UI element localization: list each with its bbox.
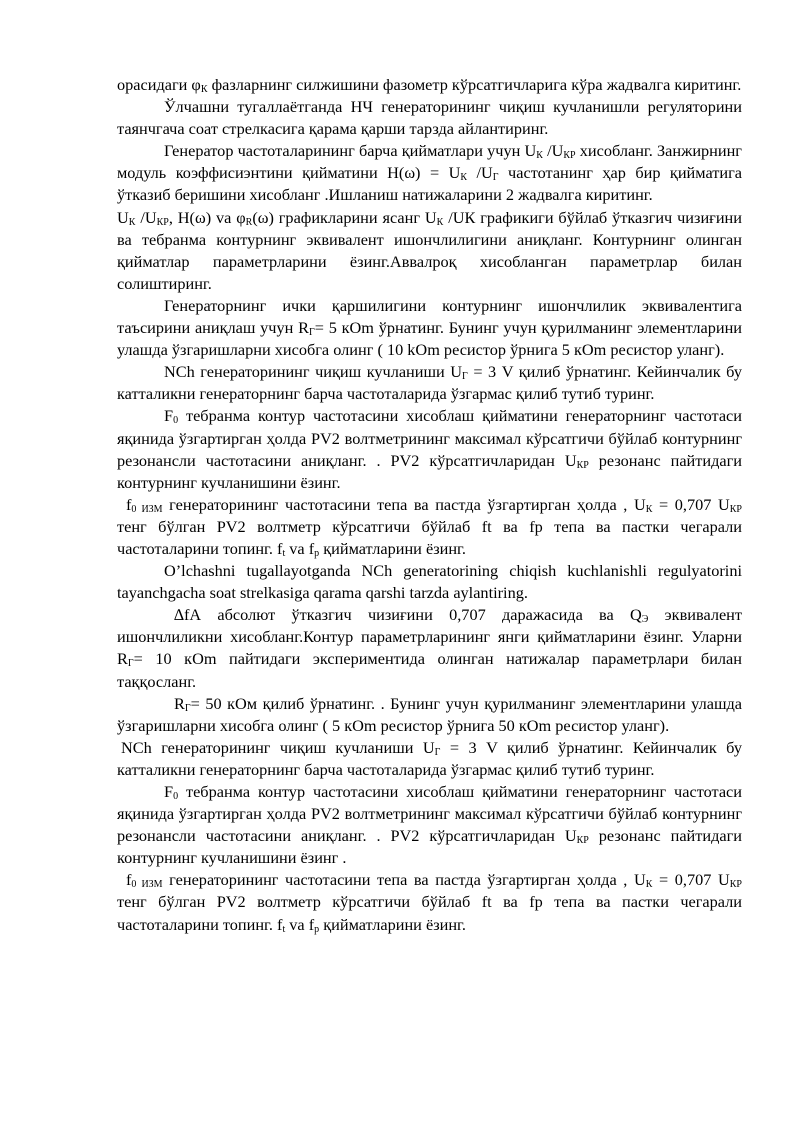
text-run: NCh генераторининг чиқиш кучланиши U	[164, 362, 463, 382]
subscript: К	[436, 216, 444, 228]
text-run: = 50 кОм қилиб ўрнатинг. . Бунинг учун қурилманинг элементларини улашда ўзгаришларни хисобга олинг ( 5 кОm ресистор ўрнига 50 кОm ресистор уланг).	[117, 693, 742, 735]
text-run: F	[164, 782, 174, 801]
paragraph	[117, 207, 742, 295]
paragraph	[117, 96, 742, 140]
text-run: Генератор частоталарининг барча қийматлари учун U	[164, 141, 537, 161]
paragraph	[117, 405, 742, 493]
text-run: генераторининг частотасини тепа ва пастда ўзгартирган ҳолда , U	[162, 870, 646, 890]
text-run: U	[117, 207, 129, 227]
text-run: = 0,707 U	[652, 870, 730, 890]
subscript: КР	[576, 835, 589, 847]
text-run: = 5 кОm ўрнатинг. Бунинг учун қурилманинг элементларини улашда ўзгаришларни хисобга олинг ( 10 kОm ресистор ўрнига 5 кОm ресистор уланг).	[117, 318, 742, 360]
text-run: O’lchashni tugallayotganda NCh generatorining chiqish kuchlanishli regulyatorini tayanchgacha soat strelkasiga qarama qarshi tarzda aylantiring.	[117, 561, 742, 603]
text-run: қийматларини ёзинг.	[319, 538, 466, 558]
subscript: Г	[127, 658, 134, 670]
subscript: К	[200, 84, 208, 95]
text-run: R	[174, 693, 185, 713]
paragraph	[117, 361, 742, 405]
text-run: қийматларини ёзинг.	[319, 914, 466, 934]
subscript: К	[645, 879, 653, 891]
text-run: тебранма контур частотасини хисоблаш қийматини генераторнинг частотаси яқинида ўзгартирган ҳолда PV2 волтметрининг максимал кўрсатгичи бўйлаб контурнинг резонансли частотасини аниқланг. . PV2 кўрсатгичларидан U	[117, 406, 742, 470]
subscript: p	[314, 547, 320, 559]
paragraph	[117, 560, 742, 604]
subscript: К	[460, 172, 468, 184]
text-run: /U	[135, 207, 157, 227]
subscript: R	[245, 216, 253, 228]
text-run: резонанс пайтидаги контурнинг кучланишини ёзинг.	[117, 450, 742, 492]
text-run: орасидаги φ	[117, 75, 201, 94]
subscript: Г	[434, 746, 441, 758]
subscript: t	[282, 923, 286, 935]
text-run: f	[126, 870, 132, 890]
text-run: /UК графикиги бўйлаб ўтказгич чизиғини ва тебранма контурнинг эквивалент ишончлилигини аниқланг. Контурнинг олинган қийматлар параметрларини ёзинг.Аввалроқ хисобланган параметрлар билан солиштиринг.	[117, 207, 742, 293]
paragraph	[117, 737, 742, 781]
paragraph	[117, 693, 742, 737]
subscript: p	[314, 923, 320, 935]
subscript: КР	[729, 503, 742, 515]
subscript: t	[282, 547, 286, 559]
subscript: Г	[462, 371, 468, 383]
subscript: К	[645, 503, 653, 515]
text-run: тебранма контур частотасини хисоблаш қийматини генераторнинг частотаси яқинида ўзгартирган ҳолда PV2 волтметрининг максимал кўрсатгичи бўйлаб контурнинг резонансли частотасини аниқланг. . PV2 кўрсатгичларидан U	[117, 782, 742, 846]
text-run: NCh генераторининг чиқиш кучланиши U	[121, 737, 435, 757]
paragraph	[117, 781, 742, 869]
text-run: , Н(ω) va φ	[168, 207, 246, 227]
subscript: КР	[729, 879, 742, 891]
document-body	[117, 74, 742, 936]
subscript: 0	[173, 791, 179, 802]
paragraph	[117, 869, 742, 935]
subscript: Г	[184, 702, 191, 714]
paragraph	[117, 74, 742, 96]
subscript: КР	[156, 216, 169, 228]
text-run: F	[164, 406, 174, 426]
subscript: К	[536, 150, 543, 162]
text-run: /U	[542, 141, 564, 161]
text-run: /U	[467, 163, 493, 183]
text-run: фазларнинг силжишини фазометр кўрсатгичларига кўра жадвалга киритинг.	[207, 75, 742, 94]
subscript: КР	[563, 150, 576, 162]
paragraph	[117, 140, 742, 206]
text-run: генераторининг частотасини тепа ва пастда ўзгартирган ҳолда , U	[162, 494, 646, 514]
subscript: КР	[576, 459, 589, 471]
text-run: тенг бўлган PV2 волтметр кўрсатгичи бўйлаб ft ва fp тепа ва пастки чегарали частоталарини топинг. f	[117, 516, 742, 558]
text-run: = 10 кОm пайтидаги экспериментида олинган натижалар параметрлари билан таққосланг.	[117, 649, 742, 691]
text-run: эквивалент ишончлиликни хисобланг.Контур параметрларининг янги қийматларини ёзинг. Уларни R	[117, 605, 742, 669]
text-run: ∆fА абсолют ўтказгич чизиғини 0,707 даражасида ва Q	[174, 605, 642, 625]
subscript: Г	[308, 327, 315, 339]
subscript: Э	[641, 614, 649, 626]
text-run: = 3 V қилиб ўрнатинг. Кейинчалик бу катталикни генераторнинг барча частоталарида ўзгармас қилиб тутиб туринг.	[117, 737, 742, 779]
text-run: резонанс пайтидаги контурнинг кучланишини ёзинг .	[117, 826, 742, 868]
paragraph	[117, 494, 742, 560]
text-run: va f	[285, 538, 315, 558]
subscript: 0 ИЗМ	[131, 503, 163, 515]
text-run: Генераторнинг ички қаршилигини контурнинг ишончлилик эквивалентига таъсирини аниқлаш учун R	[117, 295, 742, 338]
text-run: тенг бўлган PV2 волтметр кўрсатгичи бўйлаб ft ва fp тепа ва пастки чегарали частоталарини топинг. f	[117, 892, 742, 934]
text-run: va f	[285, 914, 315, 934]
text-run: f	[126, 494, 132, 514]
subscript: К	[128, 216, 136, 228]
paragraph	[117, 604, 742, 692]
text-run: хисобланг. Занжирнинг модуль коэффисиэнтини қийматини Н(ω) = U	[117, 141, 742, 183]
subscript: 0	[173, 415, 179, 427]
paragraph	[117, 295, 742, 361]
text-run: = 0,707 U	[652, 494, 730, 514]
subscript: 0 ИЗМ	[131, 879, 163, 891]
text-run: Ўлчашни тугаллаётганда НЧ генераторининг чиқиш кучланишли регуляторини таянчгача соат стрелкасига қарама қарши тарзда айлантиринг.	[117, 97, 742, 139]
subscript: Г	[492, 172, 499, 184]
text-run: = 3 V қилиб ўрнатинг. Кейинчалик бу катталикни генераторнинг барча частоталарида ўзгармас қилиб тутиб туринг.	[117, 362, 742, 404]
text-run: (ω) графикларини ясанг U	[252, 207, 437, 227]
text-run: частотанинг ҳар бир қийматига ўтказиб беришини хисобланг .Ишланиш натижаларини 2 жадвалга киритинг.	[117, 163, 742, 205]
